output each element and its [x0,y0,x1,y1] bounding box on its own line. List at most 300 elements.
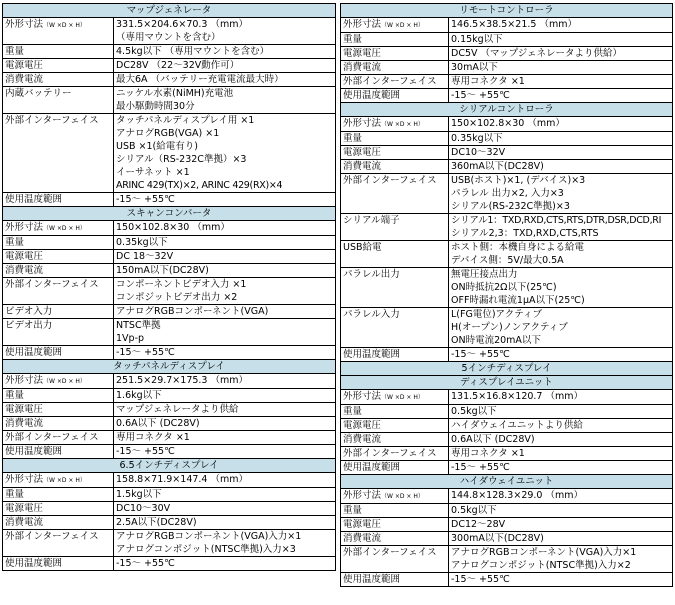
spec-value-cell [114,473,336,488]
spec-label-cell [3,87,114,114]
spec-row [341,433,673,447]
spec-row [341,47,673,61]
section-serial-controller [341,103,673,362]
spec-label-cell [341,18,449,33]
spec-row [3,264,336,278]
spec-row [341,348,673,362]
spec-label-cell [3,73,114,87]
spec-label: 電源電圧 [5,404,44,415]
spec-label: 電源電圧 [5,251,44,262]
spec-value-line: ホスト側：本機自身による給電 [451,242,585,253]
section-header-row [341,475,673,489]
spec-label-cell [3,417,114,431]
spec-value-line: 0.5kg以下 [451,406,497,417]
spec-label: 内蔵バッテリー [5,88,72,99]
spec-label-cell [3,530,114,557]
spec-value-cell [449,405,673,419]
spec-value-line: 専用コネクタ ×1 [116,432,190,443]
spec-label: ビデオ出力 [5,320,53,331]
spec-label: 電源電圧 [343,420,382,431]
spec-label: 消費電流 [5,517,44,528]
section-header-row [341,362,673,376]
spec-label-cell [3,114,114,193]
spec-value-line: 131.5×16.8×120.7 （mm） [451,391,583,402]
section-header-row [341,376,673,390]
spec-row [3,502,336,516]
spec-value-line: アナログRGBコンポーネント(VGA)入力×1 [116,531,302,542]
spec-row [3,473,336,488]
spec-label-dimension-note: （W ×D × H） [381,493,424,500]
spec-label-cell [341,447,449,461]
spec-label: 使用温度範囲 [5,347,63,358]
spec-value-line: コンポーネントビデオ入力 ×1 [116,279,247,290]
spec-label-cell [341,419,449,433]
spec-label-cell [3,374,114,389]
spec-label-cell [3,236,114,250]
spec-value-line: 150mA以下(DC28V) [116,265,209,276]
spec-label: 消費電流 [343,434,382,445]
spec-table-left [2,3,336,571]
spec-label-cell [341,75,449,89]
spec-label-cell [341,47,449,61]
spec-row [3,18,336,45]
spec-value-line: -15～ +55℃ [451,90,510,101]
spec-label-cell [3,473,114,488]
spec-label-cell [3,278,114,305]
spec-value-line: H(オープン)ノンアクティブ [451,322,568,333]
spec-value-cell [449,348,673,362]
spec-value-line: シリアル（RS-232C準拠）×3 [116,154,247,165]
spec-label: 電源電圧 [343,147,382,158]
section-header-row [3,207,336,221]
spec-value-line: 0.35kg以下 [451,133,503,144]
spec-value-line: 251.5×29.7×175.3 （mm） [116,375,248,386]
section-touch-panel-display [3,360,336,459]
spec-label-cell [341,241,449,268]
spec-label: 外部インターフェイス [343,448,437,459]
spec-value-line: 30mA以下 [451,62,498,73]
spec-label-cell [3,45,114,59]
section-header-row [3,459,336,473]
spec-row [3,114,336,193]
spec-value-cell [449,268,673,308]
spec-value-line: ARINC 429(TX)×2, ARINC 429(RX)×4 [116,180,283,191]
spec-label: 消費電流 [5,265,44,276]
spec-value-line: 331.5×204.6×70.3 （mm） [116,19,248,30]
spec-label: 外部インターフェイス [5,279,99,290]
spec-label: 使用温度範囲 [343,574,401,585]
spec-row [3,374,336,389]
spec-row [3,445,336,459]
spec-row [341,117,673,132]
spec-value-line: シリアル(RS-232C準拠)×3 [451,201,570,212]
section-header-row [3,4,336,18]
spec-value-cell [449,419,673,433]
spec-label-dimension-note: （W ×D × H） [43,378,86,385]
spec-row [3,319,336,346]
spec-value-line: DC12～28V [451,519,506,530]
spec-row [3,59,336,73]
spec-value-line: -15～ +55℃ [451,574,510,585]
spec-value-line: 0.6A以下 (DC28V) [116,418,200,429]
spec-row [341,461,673,475]
spec-value-cell [449,89,673,103]
spec-value-line: 144.8×128.3×29.0 （mm） [451,490,583,501]
spec-row [3,488,336,502]
section-title: タッチパネルディスプレイ [3,360,336,374]
spec-label: 外形寸法 [5,375,44,386]
spec-label: 使用温度範囲 [343,90,401,101]
spec-value-line: 専用コネクタ ×1 [451,448,525,459]
spec-value-line: アナログRGBコンポーネント(VGA) [116,306,269,317]
spec-value-cell [114,516,336,530]
spec-label-cell [3,557,114,571]
spec-label: 外形寸法 [5,474,44,485]
spec-label-cell [3,250,114,264]
spec-label-cell [3,502,114,516]
spec-value-cell [114,417,336,431]
spec-value-line: DC28V （22～32V動作可） [116,60,240,71]
right-spec-column [340,3,673,587]
spec-value-line: ハイダウェイユニットより供給 [451,420,583,431]
spec-label-cell [341,461,449,475]
spec-value-cell [449,132,673,146]
spec-label-cell [3,403,114,417]
section-map-generator [3,4,336,207]
spec-value-line: DC10～30V [116,503,171,514]
spec-row [341,390,673,405]
spec-label: 重量 [343,34,363,45]
spec-value-cell [114,250,336,264]
spec-row [341,518,673,532]
spec-label: 外部インターフェイス [5,432,99,443]
spec-value-cell [114,530,336,557]
spec-label-cell [341,132,449,146]
spec-value-cell [114,45,336,59]
spec-value-line: DC 18～32V [116,251,174,262]
spec-row [341,447,673,461]
spec-label-cell [341,518,449,532]
spec-value-line: NTSC準拠 [116,320,161,331]
spec-label: パラレル出力 [343,269,400,280]
spec-label: USB給電 [343,242,382,253]
spec-value-line: 0.6A以下 (DC28V) [451,434,535,445]
spec-label: 重量 [5,390,25,401]
spec-label: 外形寸法 [343,391,382,402]
spec-value-cell [114,193,336,207]
spec-value-line: DC5V （マップジェネレータより供給） [451,48,623,59]
spec-label-cell [341,61,449,75]
spec-value-cell [114,221,336,236]
section-6-5-inch-display [3,459,336,571]
spec-row [341,146,673,160]
spec-value-line: 146.5×38.5×21.5 （mm） [451,19,577,30]
spec-value-cell [449,461,673,475]
spec-label-cell [3,264,114,278]
spec-value-line: 1.6kg以下 [116,390,162,401]
spec-value-line: マップジェネレータより供給 [116,404,239,415]
spec-value-line: アナログコンポジット(NTSC準拠)入力×2 [451,560,631,571]
spec-row [3,250,336,264]
spec-row [341,241,673,268]
spec-value-cell [114,236,336,250]
spec-value-cell [114,73,336,87]
section-hideaway-unit [341,475,673,587]
spec-label-dimension-note: （W ×D × H） [43,225,86,232]
spec-label: 外形寸法 [343,490,382,501]
spec-label: 外部インターフェイス [5,115,99,126]
spec-value-line: アナログRGB(VGA) ×1 [116,128,220,139]
spec-label-dimension-note: （W ×D × H） [43,477,86,484]
spec-row [341,419,673,433]
spec-label: 外部インターフェイス [343,547,437,558]
section-title: シリアルコントローラ [341,103,673,117]
spec-label-cell [3,193,114,207]
spec-row [341,308,673,348]
spec-value-line: シリアル1：TXD,RXD,CTS,RTS,DTR,DSR,DCD,RI [451,215,662,226]
spec-value-line: 150×102.8×30 （mm） [116,222,230,233]
spec-value-cell [114,488,336,502]
spec-value-line: USB ×1(給電有り) [116,141,198,152]
spec-value-line: ON時抵抗2Ω以下(25℃) [451,282,557,293]
spec-label: 電源電圧 [5,503,44,514]
spec-value-line: -15～ +55℃ [451,462,510,473]
spec-value-cell [114,557,336,571]
spec-label: 外形寸法 [5,19,44,30]
spec-label: 消費電流 [5,418,44,429]
spec-value-line: アナログRGBコンポーネント(VGA)入力×1 [451,547,637,558]
section-title: ハイダウェイユニット [341,475,673,489]
spec-value-line: 1Vp-p [116,333,145,344]
spec-value-line: 300mA以下(DC28V) [451,533,544,544]
spec-value-line: 専用コネクタ ×1 [451,76,525,87]
spec-value-cell [449,308,673,348]
spec-label: 重量 [5,237,25,248]
spec-value-line: デバイス側：5V/最大0.5A [451,255,564,266]
spec-value-line: OFF時漏れ電流1μA以下(25℃) [451,295,585,306]
spec-label-cell [341,405,449,419]
spec-row [341,214,673,241]
section-remote-controller [341,4,673,103]
spec-label-cell [3,431,114,445]
spec-value-cell [114,374,336,389]
spec-row [3,530,336,557]
spec-label-cell [341,433,449,447]
spec-value-line: USB(ホスト)×1, (デバイス)×3 [451,175,586,186]
spec-value-line: （専用マウントを含む） [116,32,221,43]
spec-value-cell [449,160,673,174]
spec-row [341,160,673,174]
spec-label: 消費電流 [343,161,382,172]
spec-value-cell [114,87,336,114]
spec-row [3,236,336,250]
spec-value-cell [449,75,673,89]
spec-value-cell [114,403,336,417]
spec-label-cell [3,305,114,319]
spec-label: 重量 [343,406,363,417]
spec-label: 電源電圧 [343,48,382,59]
spec-row [341,174,673,214]
spec-row [341,268,673,308]
spec-value-line: 0.15kg以下 [451,34,503,45]
spec-value-cell [449,117,673,132]
spec-row [341,405,673,419]
spec-value-line: アナログコンポジット(NTSC準拠)入力×3 [116,544,296,555]
spec-row [341,61,673,75]
spec-value-cell [114,319,336,346]
spec-value-cell [114,431,336,445]
spec-label-dimension-note: （W ×D × H） [381,121,424,128]
left-spec-column [2,3,336,571]
spec-label-cell [341,573,449,587]
spec-row [3,87,336,114]
spec-label: 電源電圧 [343,519,382,530]
spec-label-dimension-note: （W ×D × H） [43,22,86,29]
spec-label-cell [3,516,114,530]
spec-label-cell [3,59,114,73]
spec-value-cell [114,59,336,73]
spec-row [3,431,336,445]
spec-label: 外形寸法 [343,118,382,129]
spec-label-dimension-note: （W ×D × H） [381,394,424,401]
spec-label: パラレル入力 [343,309,400,320]
spec-label: 使用温度範囲 [5,558,63,569]
spec-value-cell [114,502,336,516]
spec-value-cell [449,546,673,573]
spec-row [3,516,336,530]
spec-label: 外形寸法 [5,222,44,233]
spec-label-cell [341,390,449,405]
spec-label: 使用温度範囲 [5,194,63,205]
spec-value-cell [114,305,336,319]
spec-value-line: -15～ +55℃ [116,446,175,457]
spec-label-cell [341,117,449,132]
spec-row [3,305,336,319]
spec-label: 外形寸法 [343,19,382,30]
section-5-inch-display [341,362,673,475]
spec-row [3,193,336,207]
spec-value-line: パラレル 出力×2, 入力×3 [451,188,564,199]
spec-value-line: -15～ +55℃ [116,194,175,205]
spec-row [3,278,336,305]
spec-row [341,504,673,518]
spec-value-cell [449,532,673,546]
spec-value-cell [449,447,673,461]
spec-label-cell [341,348,449,362]
spec-value-line: 1.5kg以下 [116,489,162,500]
spec-value-line: 360mA以下(DC28V) [451,161,544,172]
spec-value-line: 無電圧接点出力 [451,269,518,280]
spec-label-cell [341,546,449,573]
spec-label-cell [341,214,449,241]
section-header-row [341,4,673,18]
spec-row [341,573,673,587]
spec-label: シリアル端子 [343,215,400,226]
spec-value-line: 4.5kg以下 （専用マウントを含む） [116,46,270,57]
spec-label: 消費電流 [343,62,382,73]
section-scan-converter [3,207,336,360]
spec-label-cell [3,445,114,459]
spec-value-line: ニッケル水素(NiMH)充電池 [116,88,234,99]
spec-label: 電源電圧 [5,60,44,71]
section-title: ディスプレイユニット [341,376,673,390]
spec-label-cell [341,308,449,348]
spec-label: 消費電流 [5,74,44,85]
spec-value-cell [449,33,673,47]
spec-row [3,417,336,431]
spec-label: 消費電流 [343,533,382,544]
spec-value-cell [449,518,673,532]
spec-value-cell [449,61,673,75]
spec-label: 外部インターフェイス [343,76,437,87]
spec-label: 外部インターフェイス [5,531,99,542]
section-title: マップジェネレータ [3,4,336,18]
spec-label: 重量 [5,489,25,500]
spec-value-cell [114,445,336,459]
section-header-row [3,360,336,374]
spec-value-line: DC10～32V [451,147,506,158]
spec-value-cell [114,264,336,278]
spec-row [341,532,673,546]
spec-label-cell [3,488,114,502]
spec-label-cell [3,319,114,346]
spec-value-cell [114,346,336,360]
spec-label-cell [341,504,449,518]
spec-value-cell [449,489,673,504]
spec-value-line: コンポジットビデオ出力 ×2 [116,292,238,303]
spec-label: 重量 [5,46,25,57]
spec-label-cell [341,146,449,160]
spec-value-line: イーサネット ×1 [116,167,190,178]
spec-value-line: 0.5kg以下 [451,505,497,516]
spec-value-cell [449,504,673,518]
spec-row [3,45,336,59]
spec-value-line: タッチパネルディスプレイ用 ×1 [116,115,255,126]
spec-row [341,18,673,33]
spec-value-cell [449,573,673,587]
section-title: スキャンコンバータ [3,207,336,221]
spec-label-cell [341,268,449,308]
section-title: リモートコントローラ [341,4,673,18]
spec-value-line: -15～ +55℃ [116,558,175,569]
spec-label: ビデオ入力 [5,306,53,317]
spec-label-cell [3,389,114,403]
spec-value-cell [449,146,673,160]
spec-label: 外部インターフェイス [343,175,437,186]
spec-label: 使用温度範囲 [5,446,63,457]
spec-row [341,132,673,146]
spec-value-line: 2.5A以下(DC28V) [116,517,197,528]
spec-row [341,75,673,89]
spec-value-cell [114,389,336,403]
spec-value-cell [114,114,336,193]
spec-value-line: 158.8×71.9×147.4 （mm） [116,474,248,485]
spec-value-line: L(FG電位)アクティブ [451,309,542,320]
spec-value-cell [449,174,673,214]
section-title: 5インチディスプレイ [341,362,673,376]
spec-label-cell [341,33,449,47]
spec-row [341,89,673,103]
spec-label-dimension-note: （W ×D × H） [381,22,424,29]
spec-label-cell [3,221,114,236]
spec-value-cell [449,241,673,268]
spec-value-cell [449,433,673,447]
spec-label-cell [341,174,449,214]
spec-label: 重量 [343,133,363,144]
spec-value-line: 150×102.8×30 （mm） [451,118,565,129]
spec-label-cell [341,489,449,504]
spec-row [3,221,336,236]
